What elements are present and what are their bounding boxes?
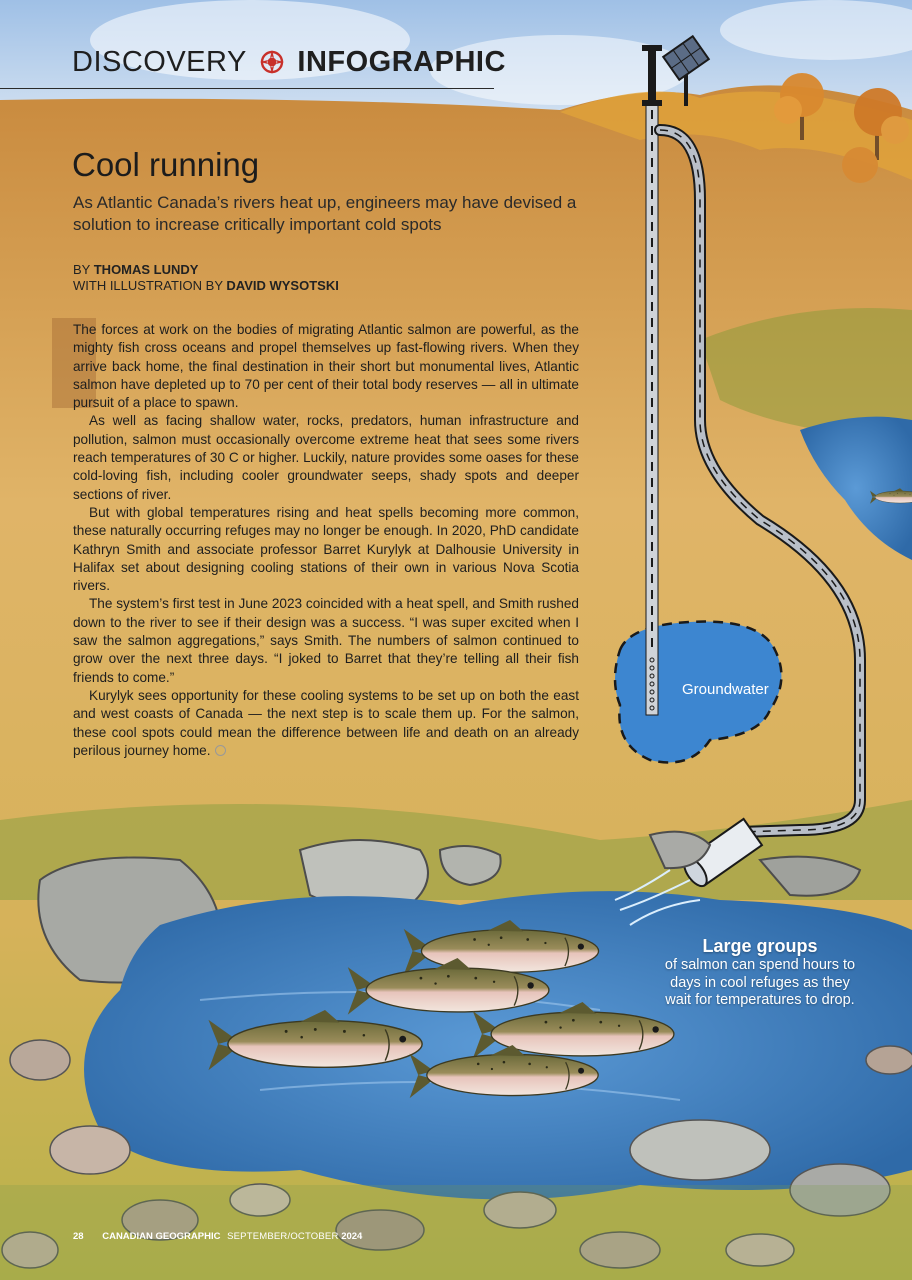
- paragraph: But with global temperatures rising and heat spells becoming more common, these naturally occurring refuges may no longer be enough. In 2020, PhD candidate Kathryn Smith and associate professor Barret Kurylyk at Dalhousie University in Halifax set about designing cooling stations of their own in various Nova Scotia rivers.: [73, 504, 579, 594]
- issue-date: SEPTEMBER/OCTOBER: [227, 1231, 339, 1242]
- page-footer: [73, 1231, 362, 1242]
- paragraph: The forces at work on the bodies of migrating Atlantic salmon are powerful, as the mighty fish cross oceans and propel themselves up fast-flowing rivers. When they arrive back home, the final destination in their short but monumental lives, Atlantic salmon have depleted up to 70 per cent of their total body reserves — all in ultimate pursuit of a place to spawn.: [73, 322, 579, 411]
- section-type: INFOGRAPHIC: [297, 46, 506, 78]
- paragraph-last: [73, 687, 579, 760]
- header-rule: [0, 88, 494, 89]
- illustration-prefix: WITH ILLUSTRATION BY: [73, 278, 223, 293]
- magazine-name: CANADIAN GEOGRAPHIC: [102, 1231, 221, 1242]
- paragraph: As well as facing shallow water, rocks, predators, human infrastructure and pollution, salmon must occasionally overcome extreme heat that sees some rivers reach temperatures of 30 C or higher. Luckily, nature provides some oases for these cold-loving fish, including cooler groundwater seeps, shady spots and deeper sections of river.: [73, 413, 579, 502]
- byline: [73, 262, 339, 294]
- illustrator-name: DAVID WYSOTSKI: [226, 278, 339, 293]
- byline-prefix: BY: [73, 262, 91, 277]
- article-subtitle: As Atlantic Canada’s rivers heat up, engineers may have devised a solution to increase critically important cold spots: [73, 193, 577, 234]
- paragraph: Kurylyk sees opportunity for these cooling systems to be set up on both the east and west coasts of Canada — the next step is to scale them up. For the salmon, these cool spots could mean the difference between life and death on an already perilous journey home.: [73, 687, 579, 758]
- end-mark-icon: [215, 745, 226, 756]
- salmon-callout: [660, 935, 860, 1010]
- paragraph: The system’s first test in June 2023 coincided with a heat spell, and Smith rushed down to the river to see if their design was a success. “I was super excited when I saw the salmon aggregations,” says Smith. The numbers of salmon continued to grow over the next three days. “I joked to Barret that they’re telling all their fish friends to come.”: [73, 596, 579, 685]
- section-label: DISCOVERY: [72, 46, 247, 78]
- article-title: Cool running: [72, 146, 260, 183]
- callout-heading: Large groups: [702, 936, 818, 956]
- callout-body: of salmon can spend hours to days in cool refuges as they wait for temperatures to drop.: [664, 957, 856, 1008]
- groundwater-label: Groundwater: [682, 681, 769, 698]
- issue-year: 2024: [341, 1231, 363, 1242]
- article-body: [73, 321, 579, 760]
- author-name: THOMAS LUNDY: [93, 262, 199, 277]
- section-header: [72, 46, 506, 79]
- page-number: 28: [73, 1231, 84, 1242]
- compass-rose-icon: [259, 49, 285, 75]
